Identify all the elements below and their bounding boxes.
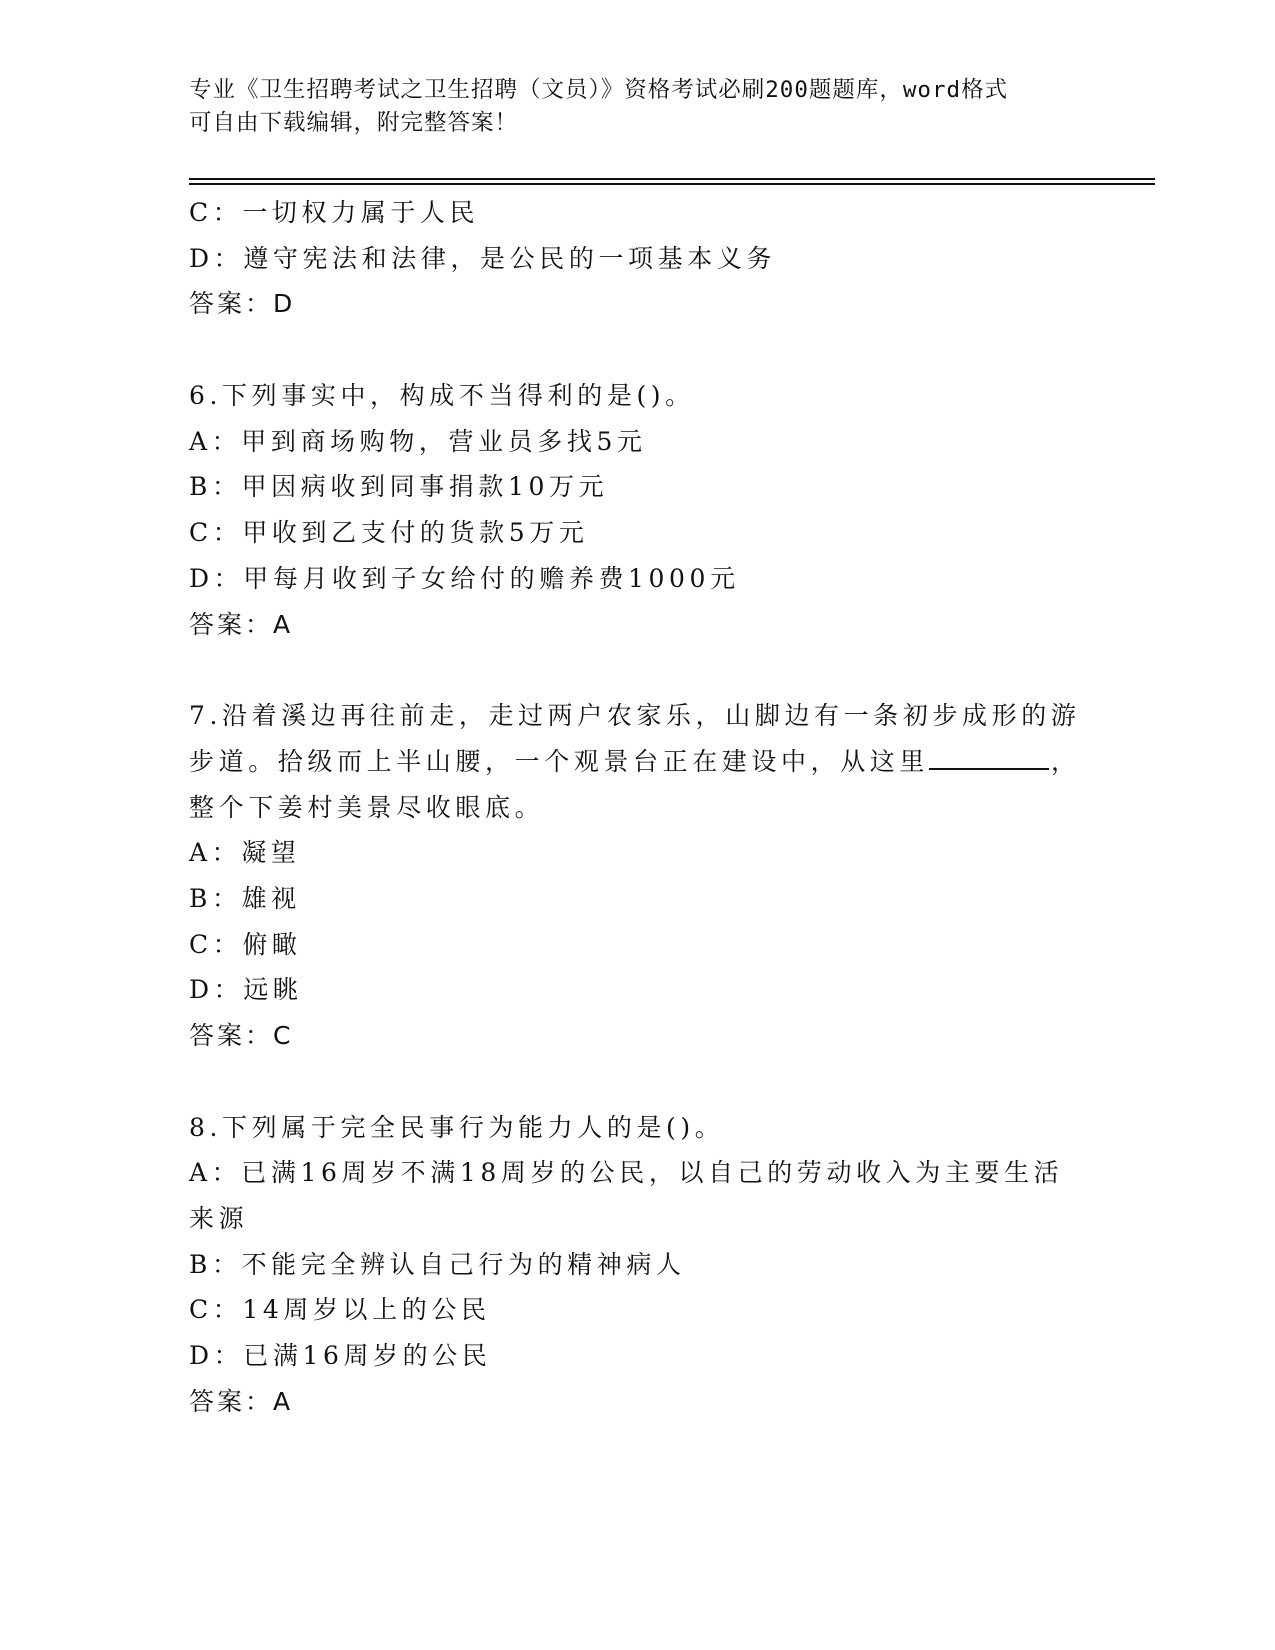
spacer bbox=[189, 1059, 1089, 1105]
stem-text-before-blank: 步道。拾级而上半山腰，一个观景台正在建设中，从这里 bbox=[189, 746, 930, 776]
answer-line: 答案：C bbox=[189, 1021, 294, 1050]
question-stem: 6.下列事实中，构成不当得利的是()。 bbox=[189, 381, 695, 411]
spacer bbox=[189, 647, 1089, 693]
option-d: D：已满16周岁的公民 bbox=[189, 1341, 492, 1371]
option-d: D：遵守宪法和法律，是公民的一项基本义务 bbox=[189, 243, 777, 273]
option-c: C：俯瞰 bbox=[189, 929, 302, 959]
option-b: B：不能完全辨认自己行为的精神病人 bbox=[189, 1249, 686, 1279]
question-stem-line-2 bbox=[189, 739, 1089, 785]
option-b: B：甲因病收到同事捐款10万元 bbox=[189, 472, 609, 502]
prev-question-tail bbox=[189, 190, 1089, 327]
option-c: C：甲收到乙支付的货款5万元 bbox=[189, 518, 589, 548]
question-stem-line-3: 整个下姜村美景尽收眼底。 bbox=[189, 792, 545, 822]
question-7 bbox=[189, 693, 1089, 1059]
question-stem: 8.下列属于完全民事行为能力人的是()。 bbox=[189, 1112, 725, 1142]
question-6 bbox=[189, 373, 1089, 647]
header-line-1: 专业《卫生招聘考试之卫生招聘（文员）》资格考试必刷200题题库，word格式 bbox=[189, 77, 1009, 103]
question-list bbox=[189, 190, 1089, 1425]
option-b: B：雄视 bbox=[189, 883, 301, 913]
document-header bbox=[189, 74, 1089, 140]
option-d: D：远眺 bbox=[189, 975, 303, 1005]
header-line-2: 可自由下载编辑，附完整答案！ bbox=[189, 110, 519, 136]
question-8 bbox=[189, 1105, 1089, 1425]
option-c: C：一切权力属于人民 bbox=[189, 198, 480, 227]
stem-text-after-blank: ， bbox=[1051, 746, 1081, 776]
question-stem-line-1: 7.沿着溪边再往前走，走过两户农家乐，山脚边有一条初步成形的游 bbox=[189, 701, 1081, 731]
option-a: A：凝望 bbox=[189, 838, 301, 868]
header-divider-top bbox=[189, 178, 1155, 180]
answer-line: 答案：A bbox=[189, 1386, 294, 1416]
option-a: A：甲到商场购物，营业员多找5元 bbox=[189, 426, 647, 456]
answer-line: 答案：D bbox=[189, 289, 296, 319]
answer-line: 答案：A bbox=[189, 609, 294, 639]
fill-in-blank bbox=[929, 744, 1049, 770]
option-c: C：14周岁以上的公民 bbox=[189, 1295, 491, 1325]
option-a: A：已满16周岁不满18周岁的公民，以自己的劳动收入为主要生活来源 bbox=[189, 1158, 1064, 1234]
spacer bbox=[189, 327, 1089, 373]
option-d: D：甲每月收到子女给付的赡养费1000元 bbox=[189, 563, 740, 593]
header-divider-bottom bbox=[189, 183, 1155, 185]
